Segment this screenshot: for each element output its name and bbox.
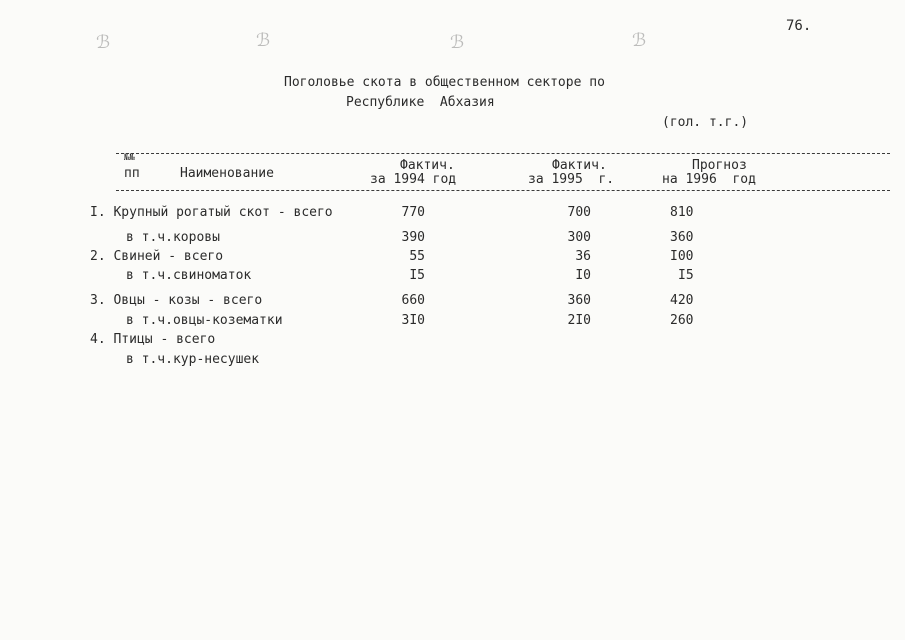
header-col3-bottom: на 1996 год	[662, 172, 756, 187]
row-label-3: 2. Свиней - всего	[90, 249, 224, 264]
row-label-6: в т.ч.овцы-козематки	[126, 313, 283, 328]
row-1-1994: 770	[401, 205, 425, 220]
row-5-1994: 660	[401, 293, 425, 308]
row-5-1995: 360	[567, 293, 591, 308]
title-line-1: Поголовье скота в общественном секторе по	[284, 75, 605, 90]
table-header-rule	[116, 190, 890, 191]
row-label-1: I. Крупный рогатый скот - всего	[90, 205, 333, 220]
row-label-7: 4. Птицы - всего	[90, 332, 216, 347]
row-label-2: в т.ч.коровы	[126, 230, 220, 245]
row-label-5: 3. Овцы - козы - всего	[90, 293, 263, 308]
row-4-1995: I0	[575, 268, 591, 283]
handwritten-mark-2: ℬ	[256, 30, 271, 51]
row-3-1996: I00	[670, 249, 694, 264]
row-5-1996: 420	[670, 293, 694, 308]
header-col1-bottom: за 1994 год	[370, 172, 457, 187]
header-name: Наименование	[180, 166, 274, 181]
header-nn: пп	[124, 166, 140, 181]
row-label-4: в т.ч.свиноматок	[126, 268, 252, 283]
table-top-rule	[116, 153, 890, 154]
header-nn-top: №№	[124, 153, 135, 163]
row-4-1994: I5	[409, 268, 425, 283]
page-number: 76.	[786, 18, 812, 34]
row-4-1996: I5	[678, 268, 694, 283]
row-2-1996: 360	[670, 230, 694, 245]
row-label-8: в т.ч.кур-несушек	[126, 352, 260, 367]
header-col2-bottom: за 1995 г.	[528, 172, 615, 187]
header-col1-top: Фактич.	[400, 158, 455, 173]
header-col3-top: Прогноз	[692, 158, 747, 173]
handwritten-mark-1: ℬ	[96, 32, 111, 53]
row-2-1994: 390	[401, 230, 425, 245]
units-label: (гол. т.г.)	[662, 115, 749, 130]
row-3-1995: 36	[575, 249, 591, 264]
title-line-2: Республике Абхазия	[346, 95, 495, 110]
header-col2-top: Фактич.	[552, 158, 607, 173]
row-3-1994: 55	[409, 249, 425, 264]
row-2-1995: 300	[567, 230, 591, 245]
handwritten-mark-3: ℬ	[450, 32, 465, 53]
row-1-1995: 700	[567, 205, 591, 220]
row-1-1996: 810	[670, 205, 694, 220]
row-6-1995: 2I0	[567, 313, 591, 328]
row-6-1994: 3I0	[401, 313, 425, 328]
handwritten-mark-4: ℬ	[632, 30, 647, 51]
row-6-1996: 260	[670, 313, 694, 328]
